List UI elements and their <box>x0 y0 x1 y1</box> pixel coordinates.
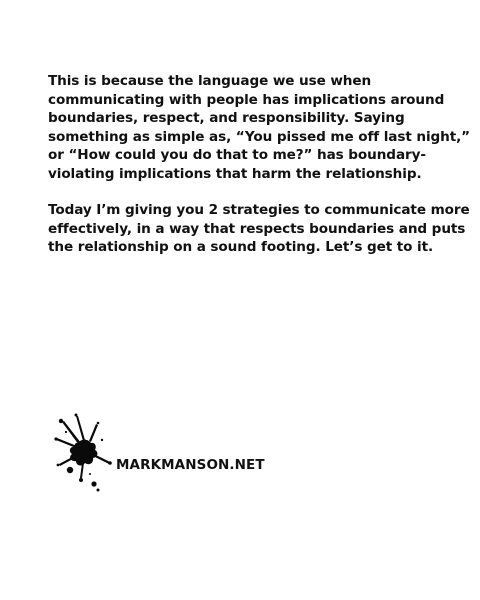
text-line: or “How could you do that to me?” has boundary- <box>48 147 426 163</box>
site-name: MARKMANSON.NET <box>116 457 265 473</box>
text-line: Today I’m giving you 2 strategies to communicate more <box>48 202 470 218</box>
text-line: violating implications that harm the relationship. <box>48 165 422 182</box>
ink-splat-icon <box>52 410 114 496</box>
text-line: something as simple as, “You pissed me off last night,” <box>48 128 471 145</box>
text-line: boundaries, respect, and responsibility. Saying <box>48 110 405 126</box>
text-line: the relationship on a sound footing. Let’s get to it. <box>48 239 434 255</box>
paragraph-2 <box>48 201 470 257</box>
text-line: effectively, in a way that respects boundaries and puts <box>48 220 466 237</box>
brand-footer <box>52 410 312 500</box>
article-text <box>48 72 471 257</box>
text-line: communicating with people has implications around <box>48 91 445 108</box>
paragraph-1 <box>48 72 471 183</box>
text-line: This is because the language we use when <box>48 73 372 89</box>
